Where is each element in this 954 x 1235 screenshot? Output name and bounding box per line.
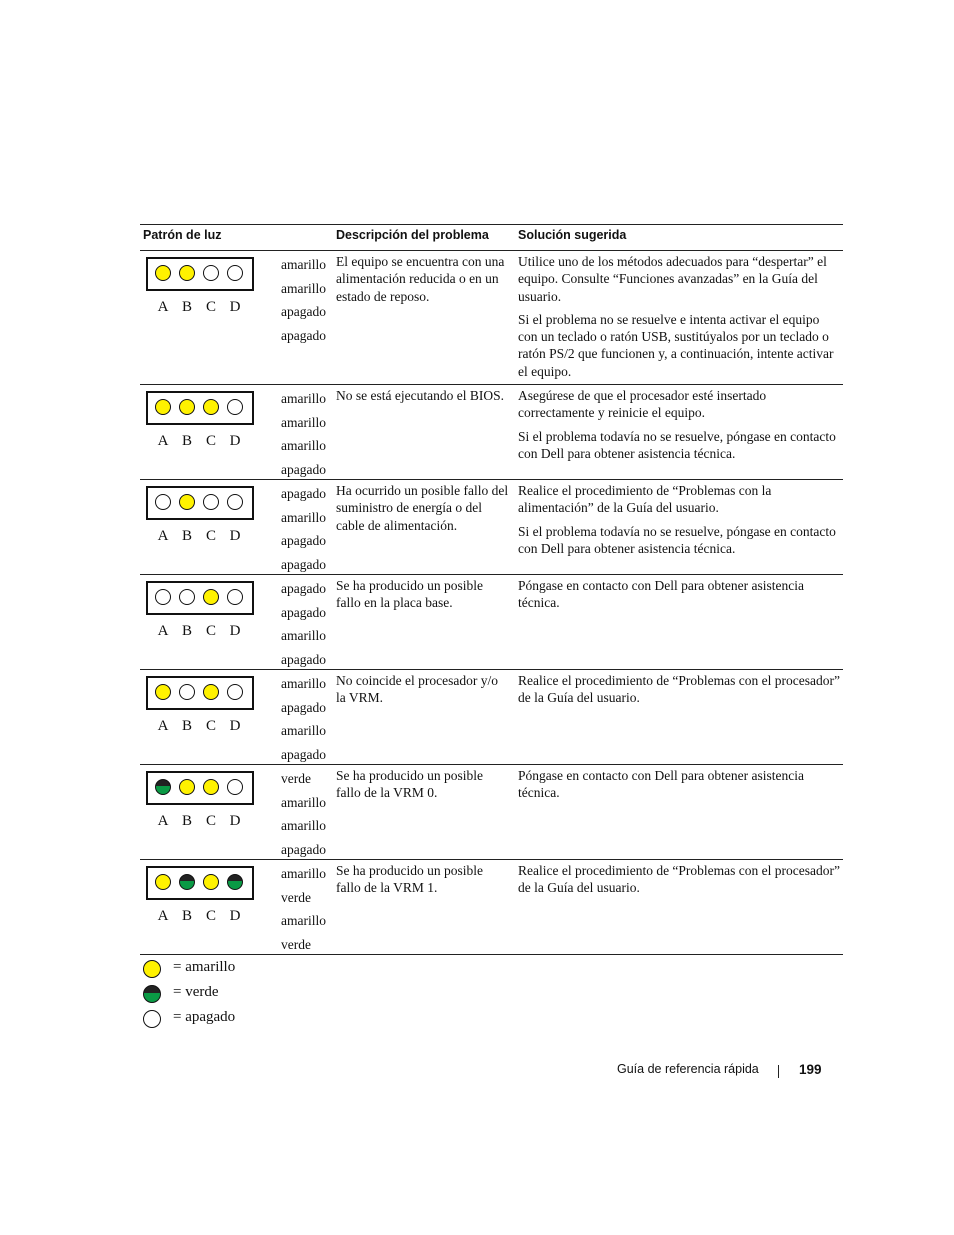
problem-description <box>336 577 510 618</box>
suggested-solution <box>518 577 840 618</box>
light-state-label: verde <box>281 937 311 953</box>
light-letter-label: D <box>229 813 241 829</box>
led-apagado-icon <box>179 684 195 700</box>
light-state-label: apagado <box>281 652 326 668</box>
light-states <box>281 862 336 957</box>
light-letter-label: B <box>181 299 192 315</box>
light-state-label: apagado <box>281 581 326 596</box>
light-state-label: amarillo <box>281 438 326 454</box>
header-suggested-solution: Solución sugerida <box>518 228 627 242</box>
light-letter-label: D <box>229 623 241 639</box>
suggested-solution <box>518 387 840 468</box>
light-pattern-table <box>140 224 843 955</box>
light-state-label: apagado <box>281 747 326 763</box>
light-state-label: amarillo <box>281 866 326 881</box>
suggested-solution <box>518 482 840 563</box>
light-state-label: apagado <box>281 604 326 620</box>
light-states <box>281 387 336 482</box>
light-state-label: amarillo <box>281 723 326 739</box>
solution-paragraph: Si el problema no se resuelve e intenta activar el equipo con un teclado o ratón USB, sustitúyalos por un teclado o ratón PS/2 que funcionen y, a continuación, intente activar el equipo. <box>518 311 834 379</box>
diagnostic-light-panel <box>146 866 254 900</box>
light-state-label: amarillo <box>281 794 326 810</box>
light-letter-label: D <box>229 718 241 734</box>
light-letter-label: D <box>229 433 241 449</box>
diagnostic-light-panel <box>146 581 254 615</box>
table-row <box>140 860 843 955</box>
light-state-label: apagado <box>281 304 326 320</box>
header-problem-description: Descripción del problema <box>336 228 489 242</box>
light-letter-label: D <box>229 528 241 544</box>
led-apagado-icon <box>227 779 243 795</box>
legend-text: = amarillo <box>173 959 236 975</box>
light-letter-label: C <box>205 908 216 924</box>
led-verde-icon <box>227 874 243 890</box>
led-apagado-icon <box>203 265 219 281</box>
light-state-label: verde <box>281 889 311 905</box>
problem-description <box>336 672 510 713</box>
table-row <box>140 251 843 385</box>
led-amarillo-icon <box>203 684 219 700</box>
light-letter-label: A <box>157 623 169 639</box>
table-row <box>140 765 843 860</box>
led-apagado-icon <box>179 589 195 605</box>
light-states <box>281 577 336 672</box>
light-letters <box>146 433 254 449</box>
led-amarillo-icon <box>179 779 195 795</box>
led-amarillo-icon <box>179 265 195 281</box>
solution-paragraph: Realice el procedimiento de “Problemas con el procesador” de la Guía del usuario. <box>518 863 840 896</box>
suggested-solution <box>518 253 840 386</box>
problem-description-text: Se ha producido un posible fallo en la placa base. <box>336 578 483 611</box>
light-state-label: amarillo <box>281 509 326 525</box>
light-letter-label: D <box>229 299 241 315</box>
suggested-solution <box>518 767 840 808</box>
problem-description-text: Ha ocurrido un posible fallo del suministro de energía o del cable de alimentación. <box>336 483 509 533</box>
problem-description <box>336 387 510 410</box>
solution-paragraph: Póngase en contacto con Dell para obtener asistencia técnica. <box>518 578 805 611</box>
problem-description <box>336 862 510 903</box>
legend-text: = apagado <box>173 1009 236 1025</box>
problem-description-text: No coincide el procesador y/o la VRM. <box>336 673 498 706</box>
light-letters <box>146 299 254 315</box>
light-letter-label: C <box>205 433 216 449</box>
solution-paragraph: Utilice uno de los métodos adecuados para “despertar” el equipo. Consulte “Funciones avanzadas” en la Guía del usuario. <box>518 254 827 304</box>
light-letter-label: A <box>157 433 169 449</box>
table-body <box>140 251 843 955</box>
suggested-solution <box>518 672 840 713</box>
table-row <box>140 480 843 575</box>
problem-description-text: El equipo se encuentra con una alimentación reducida o en un estado de reposo. <box>336 254 505 304</box>
led-amarillo-icon <box>179 399 195 415</box>
light-letters <box>146 718 254 734</box>
led-amarillo-icon <box>155 874 171 890</box>
solution-paragraph: Si el problema todavía no se resuelve, póngase en contacto con Dell para obtener asistencia técnica. <box>518 523 836 556</box>
light-state-label: apagado <box>281 842 326 858</box>
led-apagado-icon <box>227 265 243 281</box>
light-letter-label: B <box>181 718 192 734</box>
header-light-pattern: Patrón de luz <box>143 228 222 242</box>
led-apagado-icon <box>227 494 243 510</box>
light-state-label: amarillo <box>281 280 326 296</box>
light-state-label: amarillo <box>281 257 326 272</box>
light-state-label: amarillo <box>281 818 326 834</box>
light-letter-label: D <box>229 908 241 924</box>
solution-paragraph: Realice el procedimiento de “Problemas con la alimentación” de la Guía del usuario. <box>518 483 772 516</box>
led-apagado-icon <box>227 684 243 700</box>
led-amarillo-icon <box>155 399 171 415</box>
table-row <box>140 575 843 670</box>
led-apagado-icon <box>203 494 219 510</box>
suggested-solution <box>518 862 840 903</box>
light-letter-label: B <box>181 813 192 829</box>
led-amarillo-icon <box>143 960 161 978</box>
diagnostic-light-panel <box>146 771 254 805</box>
solution-paragraph: Asegúrese de que el procesador esté insertado correctamente y reinicie el equipo. <box>518 388 767 421</box>
light-state-label: amarillo <box>281 913 326 929</box>
light-state-label: amarillo <box>281 676 326 691</box>
light-letter-label: B <box>181 528 192 544</box>
light-states <box>281 767 336 862</box>
diagnostic-light-panel <box>146 391 254 425</box>
problem-description <box>336 253 510 311</box>
led-amarillo-icon <box>203 779 219 795</box>
led-apagado-icon <box>227 399 243 415</box>
led-apagado-icon <box>143 1010 161 1028</box>
light-letter-label: C <box>205 813 216 829</box>
diagnostic-light-panel <box>146 257 254 291</box>
light-state-label: apagado <box>281 699 326 715</box>
light-letter-label: C <box>205 528 216 544</box>
light-letters <box>146 908 254 924</box>
diagnostic-light-panel <box>146 676 254 710</box>
problem-description-text: Se ha producido un posible fallo de la VRM 1. <box>336 863 483 896</box>
led-apagado-icon <box>227 589 243 605</box>
light-letter-label: B <box>181 908 192 924</box>
light-letter-label: A <box>157 528 169 544</box>
led-verde-icon <box>155 779 171 795</box>
light-states <box>281 482 336 577</box>
light-letter-label: C <box>205 718 216 734</box>
led-amarillo-icon <box>155 265 171 281</box>
light-state-label: amarillo <box>281 628 326 644</box>
light-letter-label: A <box>157 718 169 734</box>
led-amarillo-icon <box>203 589 219 605</box>
light-letters <box>146 528 254 544</box>
light-letter-label: B <box>181 623 192 639</box>
light-states <box>281 253 336 348</box>
led-amarillo-icon <box>155 684 171 700</box>
led-apagado-icon <box>155 589 171 605</box>
problem-description <box>336 482 510 540</box>
light-letter-label: C <box>205 623 216 639</box>
light-states <box>281 672 336 767</box>
light-letters <box>146 813 254 829</box>
light-state-label: verde <box>281 771 311 786</box>
light-letters <box>146 623 254 639</box>
light-state-label: apagado <box>281 557 326 573</box>
diagnostic-light-panel <box>146 486 254 520</box>
led-amarillo-icon <box>179 494 195 510</box>
light-letter-label: B <box>181 433 192 449</box>
footer-guide-title: Guía de referencia rápida <box>617 1062 759 1076</box>
page-number: 199 <box>799 1062 822 1077</box>
problem-description <box>336 767 510 808</box>
light-letter-label: A <box>157 299 169 315</box>
led-amarillo-icon <box>203 874 219 890</box>
solution-paragraph: Póngase en contacto con Dell para obtener asistencia técnica. <box>518 768 805 801</box>
light-letter-label: A <box>157 813 169 829</box>
light-state-label: apagado <box>281 486 326 501</box>
table-row <box>140 670 843 765</box>
light-state-label: apagado <box>281 462 326 478</box>
light-letter-label: C <box>205 299 216 315</box>
solution-paragraph: Si el problema todavía no se resuelve, póngase en contacto con Dell para obtener asistencia técnica. <box>518 428 836 461</box>
led-verde-icon <box>143 985 161 1003</box>
light-state-label: amarillo <box>281 414 326 430</box>
light-state-label: amarillo <box>281 391 326 406</box>
led-verde-icon <box>179 874 195 890</box>
led-amarillo-icon <box>203 399 219 415</box>
solution-paragraph: Realice el procedimiento de “Problemas con el procesador” de la Guía del usuario. <box>518 673 840 706</box>
led-apagado-icon <box>155 494 171 510</box>
footer-separator <box>778 1065 779 1078</box>
light-state-label: apagado <box>281 533 326 549</box>
problem-description-text: Se ha producido un posible fallo de la VRM 0. <box>336 768 483 801</box>
table-header <box>140 224 843 251</box>
table-row <box>140 385 843 480</box>
legend-text: = verde <box>173 984 219 1000</box>
light-letter-label: A <box>157 908 169 924</box>
problem-description-text: No se está ejecutando el BIOS. <box>336 388 504 403</box>
light-state-label: apagado <box>281 328 326 344</box>
